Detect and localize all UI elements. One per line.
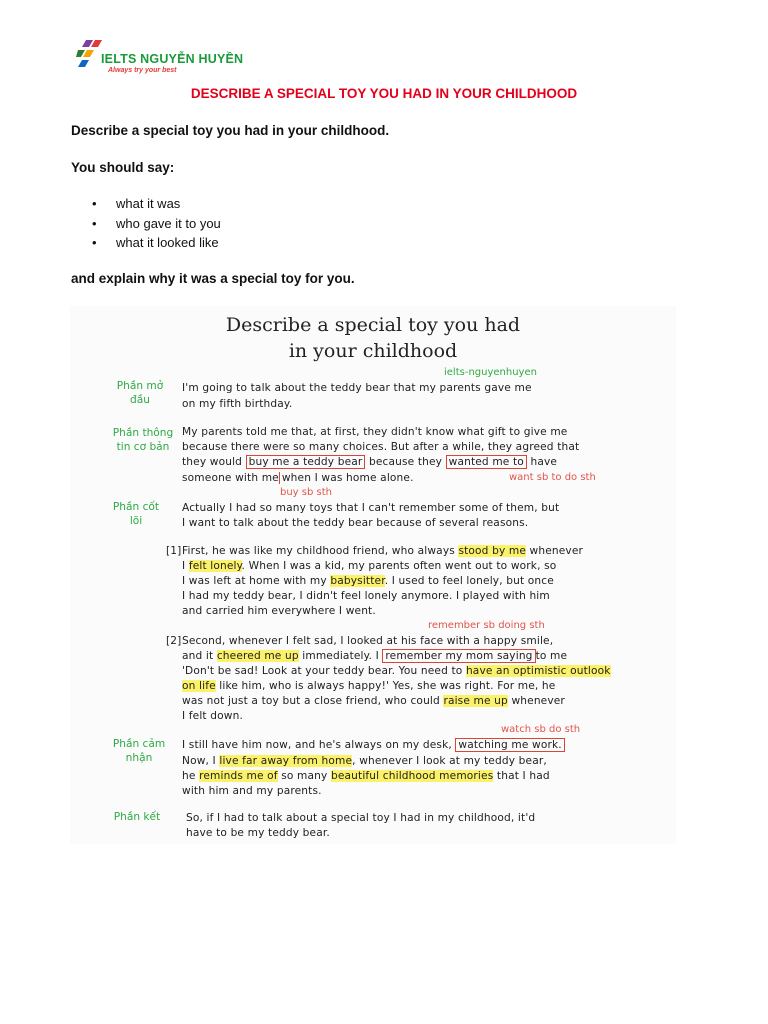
note-remember: remember sb doing sth [428,620,545,631]
p2-line-1: Second, whenever I felt sad, I looked at his face with a happy smile, [182,635,554,647]
end-line-2: have to be my teddy bear. [186,827,330,839]
logo-tagline: Always try your best [108,67,177,74]
feel-line-3: he reminds me of so many beautiful childhood memories that I had [182,770,550,782]
p1-number: [1] [166,545,182,557]
feel-line-4: with him and my parents. [182,785,322,797]
core-line-1: Actually I had so many toys that I can't remember some of them, but [182,502,560,514]
p2-number: [2] [166,635,182,647]
intro-line-1: I'm going to talk about the teddy bear that my parents gave me [182,382,532,394]
p1-line-4: I had my teddy bear, I didn't feel lonely anymore. I played with him [182,590,550,602]
sheet-title-line2: in your childhood [288,340,458,362]
bullet-list [92,196,221,255]
label-core: Phần cốt lõi [112,501,160,527]
p1-line-1: First, he was like my childhood friend, who always stood by me whenever [182,545,584,557]
intro-line-2: on my fifth birthday. [182,398,293,410]
info-line-3: they would buy me a teddy bear because they wanted me to have [182,456,558,468]
question: Describe a special toy you had in your childhood. [71,123,390,138]
label-end: Phần kết [113,811,161,823]
note-buy: buy sb sth [280,487,332,498]
label-info: Phần thông tin cơ bản [112,427,174,453]
info-line-4: someone with me when I was home alone. [182,472,414,484]
info-line-1: My parents told me that, at first, they didn't know what gift to give me [182,426,568,438]
label-intro: Phần mở đầu [116,380,164,406]
p2-line-5: was not just a toy but a close friend, who could raise me up whenever [182,695,565,707]
p2-line-2: and it cheered me up immediately. I remember my mom saying to me [182,650,568,662]
logo-name: IELTS NGUYỄN HUYỀN [101,52,244,66]
list-item: • what it was [92,196,221,216]
p2-line-4: on life like him, who is always happy!' Yes, she was right. For me, he [182,680,556,692]
end-line-1: So, if I had to talk about a special toy I had in my childhood, it'd [186,812,536,824]
logo [76,38,244,78]
watermark: ielts-nguyenhuyen [444,367,537,378]
p2-line-3: 'Don't be sad! Look at your teddy bear. You need to have an optimistic outlook [182,665,611,677]
explain: and explain why it was a special toy for you. [71,271,355,286]
core-line-2: I want to talk about the teddy bear because of several reasons. [182,517,529,529]
list-item: • who gave it to you [92,216,221,236]
feel-line-1: I still have him now, and he's always on my desk, watching me work. [182,739,565,751]
should-say: You should say: [71,160,175,175]
note-watch: watch sb do sth [501,724,581,735]
page-title: DESCRIBE A SPECIAL TOY YOU HAD IN YOUR CHILDHOOD [190,86,578,101]
sheet-title-line1: Describe a special toy you had [225,314,521,336]
p2-line-6: I felt down. [182,710,243,722]
note-want: want sb to do sth [509,472,596,483]
feel-line-2: Now, I live far away from home, whenever I look at my teddy bear, [182,755,547,767]
label-feel: Phần cảm nhận [112,738,166,764]
p1-line-5: and carried him everywhere I went. [182,605,376,617]
handwritten-sheet [70,306,676,844]
p1-line-3: I was left at home with my babysitter. I used to feel lonely, but once [182,575,554,587]
p1-line-2: I felt lonely. When I was a kid, my parents often went out to work, so [182,560,557,572]
list-item: • what it looked like [92,235,221,255]
info-line-2: because there were so many choices. But after a while, they agreed that [182,441,580,453]
